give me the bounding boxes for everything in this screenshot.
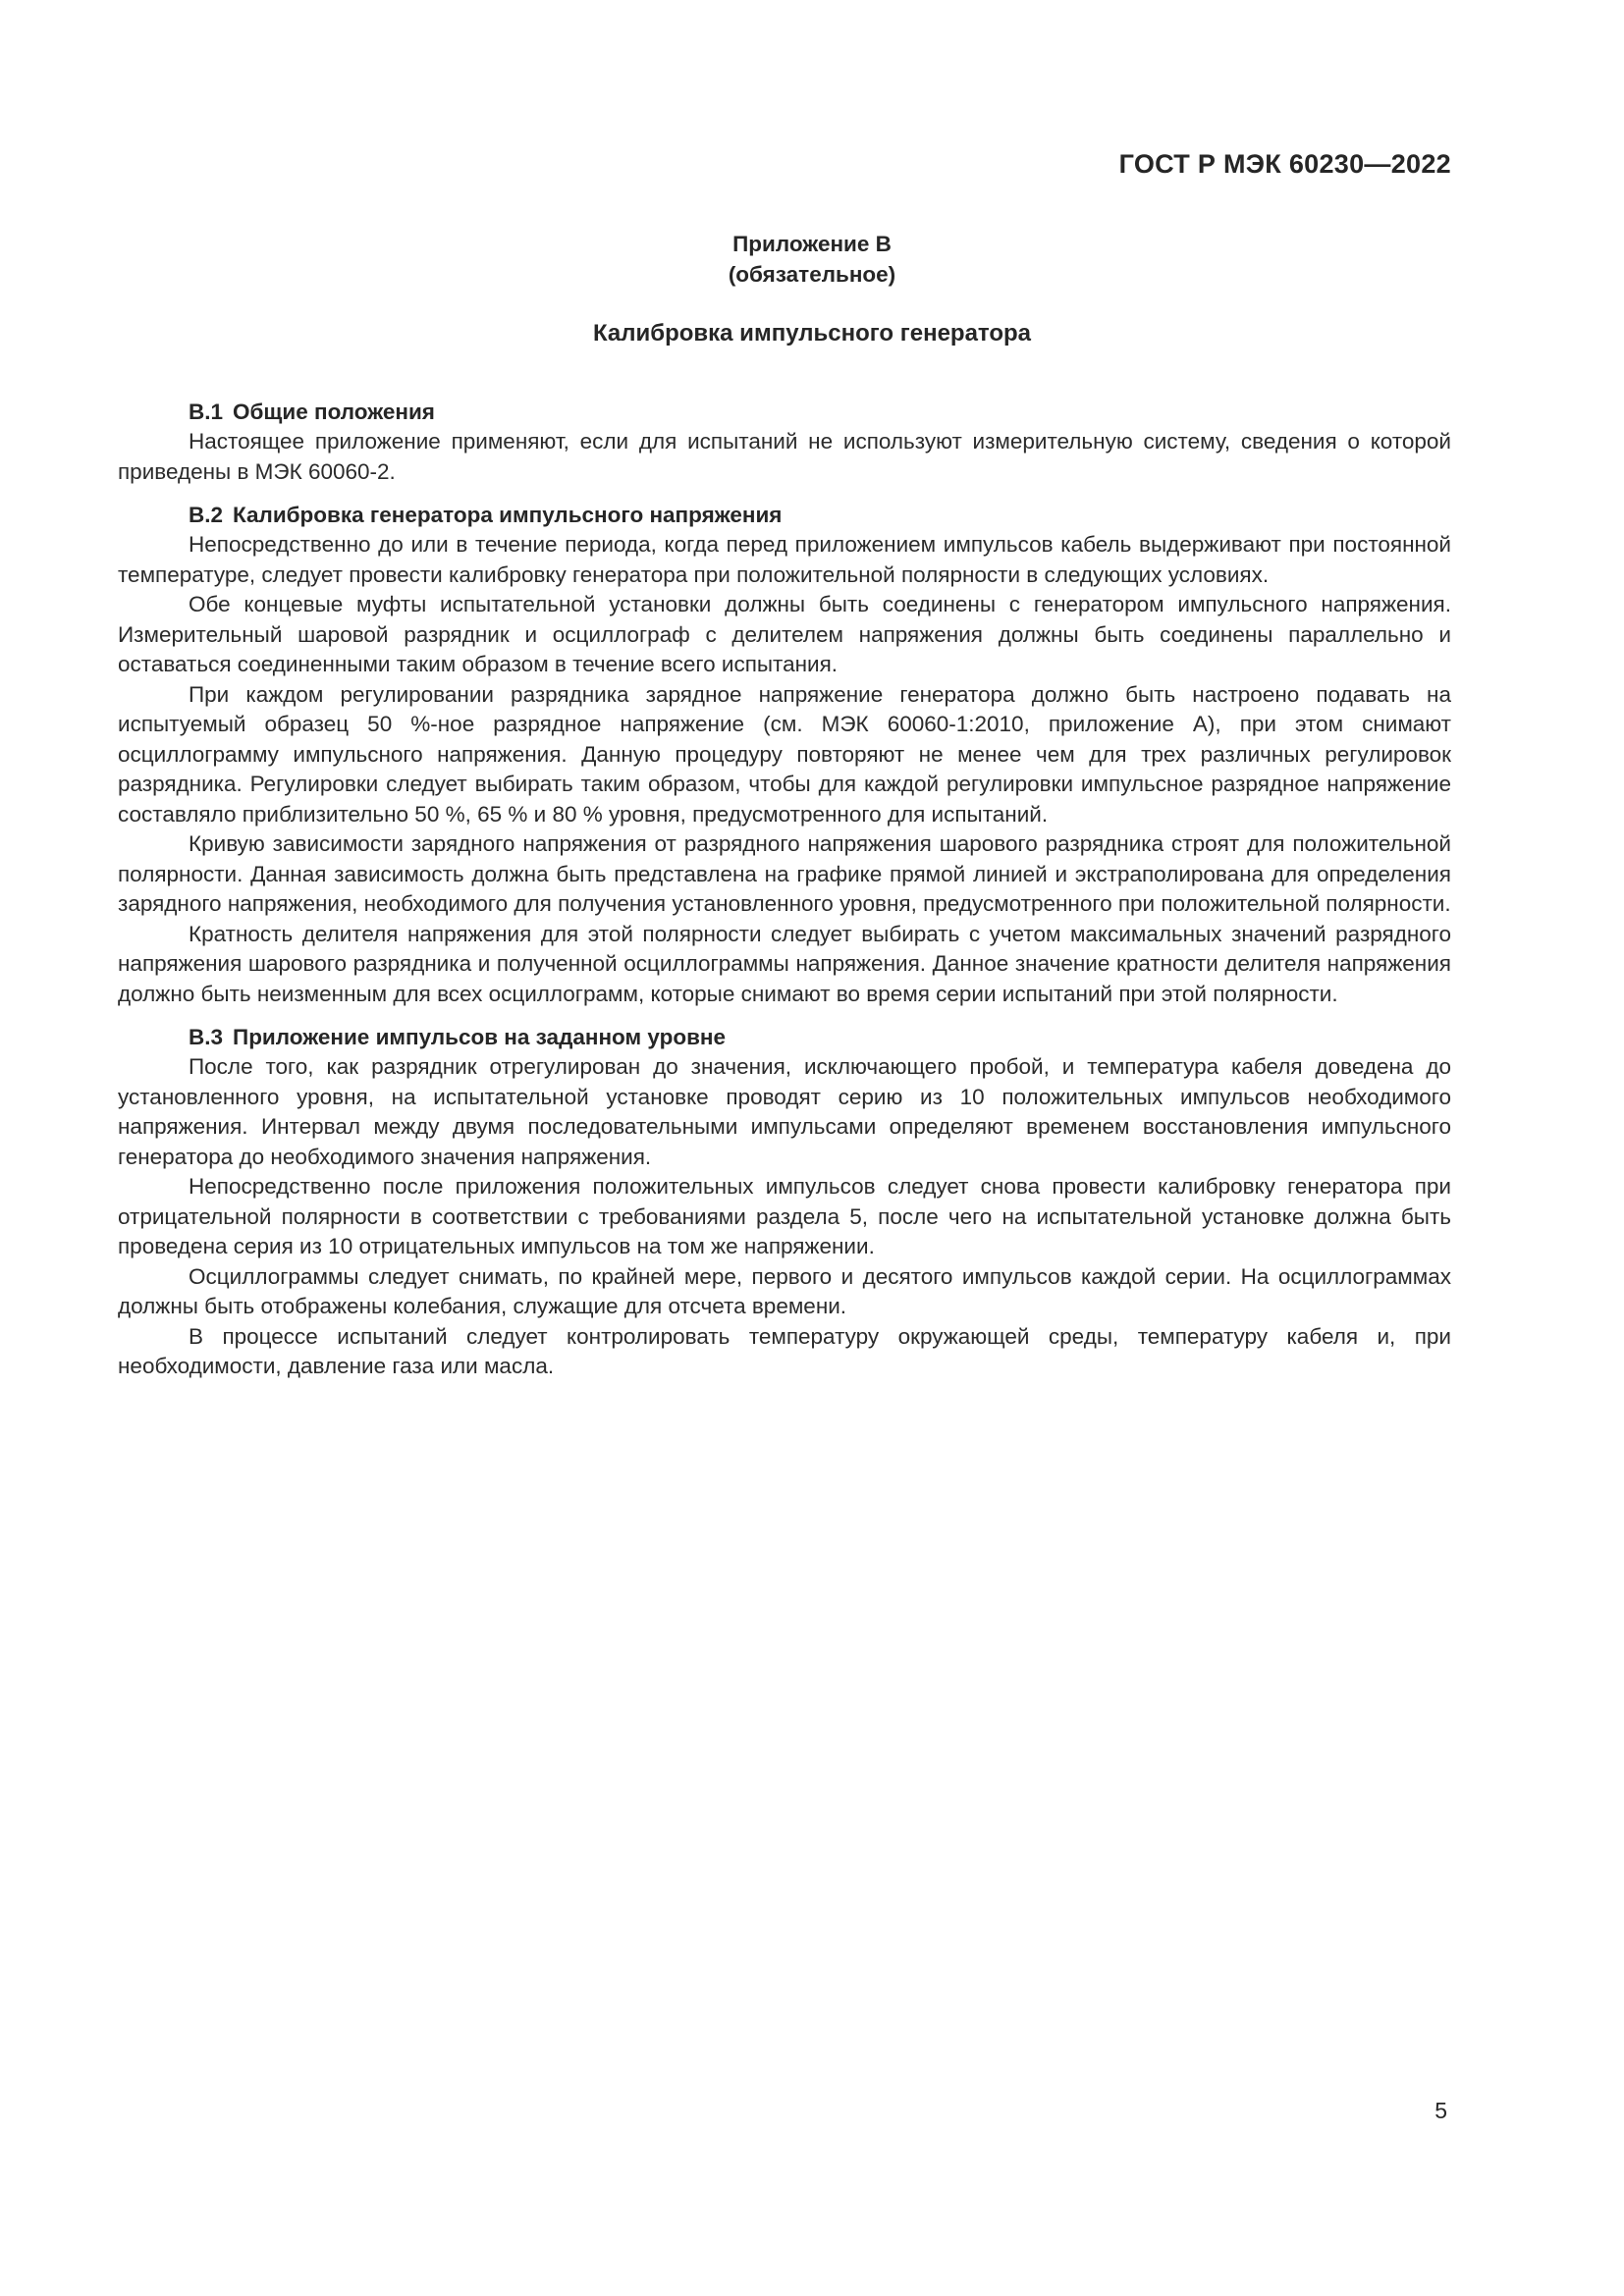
paragraph: При каждом регулировании разрядника зарядное напряжение генератора должно быть настроено подавать на испытуемый образец 50 %-ное разрядное напряжение (см. МЭК 60060-1:2010, приложение А), при этом снимают осциллограмму импульсного напряжения. Данную процедуру повторяют не менее чем для трех различных регулировок разрядника. Регулировки следует выбирать таким образом, чтобы для каждой регулировки импульсное разрядное напряжение составляло приблизительно 50 %, 65 % и 80 % уровня, предусмотренного для испытаний. xyxy=(118,681,1451,827)
paragraph: Осциллограммы следует снимать, по крайней мере, первого и десятого импульсов каждой серии. На осциллограммах должны быть отображены колебания, служащие для отсчета времени. xyxy=(118,1263,1451,1318)
paragraph: Кривую зависимости зарядного напряжения от разрядного напряжения шарового разрядника строят для положительной полярности. Данная зависимость должна быть представлена на графике прямой линией и экстраполирована для определения зарядного напряжения, необходимого для получения установленного уровня, предусмотренного при положительной полярности. xyxy=(118,831,1451,916)
section-heading-b3 xyxy=(118,1023,1451,1052)
page-number: 5 xyxy=(1435,2098,1447,2123)
paragraph: Кратность делителя напряжения для этой полярности следует выбирать с учетом максимальных значений разрядного напряжения шарового разрядника и полученной осциллограммы напряжения. Данное значение кратности делителя напряжения должно быть неизменным для всех осциллограмм, которые снимают во время серии испытаний при этой полярности. xyxy=(118,921,1451,1006)
section-title: Калибровка генератора импульсного напряжения xyxy=(233,503,783,527)
document-code: ГОСТ Р МЭК 60230—2022 xyxy=(1118,149,1451,179)
paragraph: Настоящее приложение применяют, если для испытаний не используют измерительную систему, сведения о которой приведены в МЭК 60060-2. xyxy=(118,429,1451,484)
paragraph: Обе концевые муфты испытательной установки должны быть соединены с генератором импульсного напряжения. Измерительный шаровой разрядник и осциллограф с делителем напряжения должны быть соединены параллельно и оставаться соединенными таким образом в течение всего испытания. xyxy=(118,592,1451,676)
paragraph: В процессе испытаний следует контролировать температуру окружающей среды, температуру кабеля и, при необходимости, давление газа или масла. xyxy=(118,1323,1451,1378)
annex-header xyxy=(0,229,1624,290)
section-heading-b2 xyxy=(118,501,1451,530)
annex-title: Калибровка импульсного генератора xyxy=(592,320,1032,347)
annex-label: Приложение В xyxy=(732,232,892,256)
annex-status: (обязательное) xyxy=(728,262,896,287)
section-number: В.1 xyxy=(189,400,224,424)
section-title: Общие положения xyxy=(233,400,435,424)
annex-body xyxy=(118,398,1451,1382)
paragraph: Непосредственно после приложения положительных импульсов следует снова провести калибровку генератора при отрицательной полярности в соответствии с требованиями раздела 5, после чего на испытательной установке должна быть проведена серия из 10 отрицательных импульсов на том же напряжении. xyxy=(118,1174,1451,1258)
section-heading-b1 xyxy=(118,398,1451,427)
paragraph: После того, как разрядник отрегулирован до значения, исключающего пробой, и температура кабеля доведена до установленного уровня, на испытательной установке проводят серию из 10 положительных импульсов необходимого напряжения. Интервал между двумя последовательными импульсами определяют временем восстановления импульсного генератора до необходимого значения напряжения. xyxy=(118,1054,1451,1169)
section-title: Приложение импульсов на заданном уровне xyxy=(233,1025,727,1049)
section-number: В.2 xyxy=(189,503,224,527)
paragraph: Непосредственно до или в течение периода, когда перед приложением импульсов кабель выдерживают при постоянной температуре, следует провести калибровку генератора при положительной полярности в следующих условиях. xyxy=(118,532,1451,587)
section-number: В.3 xyxy=(189,1025,224,1049)
